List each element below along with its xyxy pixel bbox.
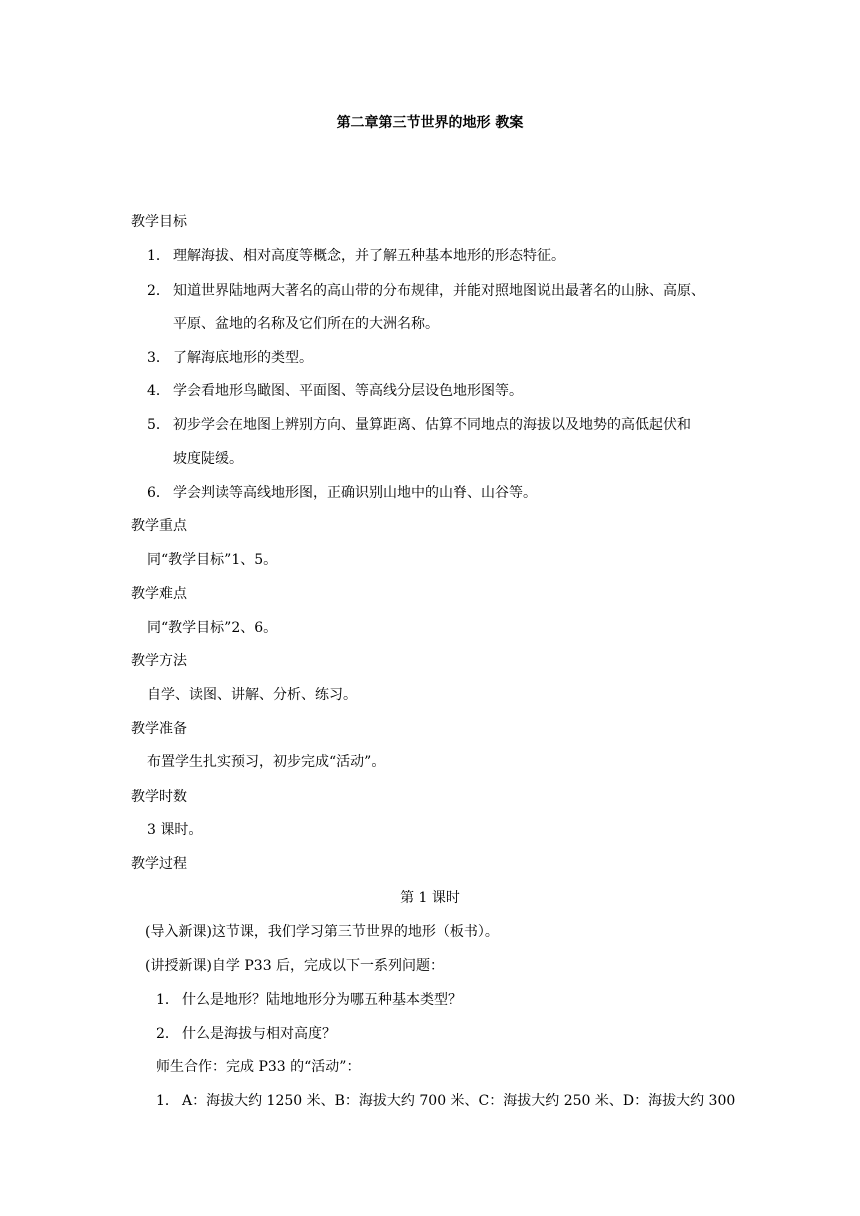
hours-text: 3 课时。: [147, 822, 203, 838]
hours-heading: 教学时数: [131, 789, 187, 805]
question-number: 2．: [156, 1026, 179, 1042]
objective-number: 2．: [147, 283, 170, 299]
teaching-paragraph: (讲授新课)自学 P33 后，完成以下一系列问题：: [145, 958, 445, 974]
objective-text: 了解海底地形的类型。: [173, 350, 313, 366]
objective-item-5: [147, 415, 691, 435]
cooperation-paragraph: 师生合作：完成 P33 的“活动”：: [156, 1059, 361, 1075]
objectives-heading: 教学目标: [131, 214, 187, 230]
objective-text: 理解海拔、相对高度等概念，并了解五种基本地形的形态特征。: [173, 248, 565, 264]
objective-text: 学会判读等高线地形图，正确识别山地中的山脊、山谷等。: [173, 485, 537, 501]
objective-text: 学会看地形鸟瞰图、平面图、等高线分层设色地形图等。: [173, 383, 523, 399]
preparation-heading: 教学准备: [131, 721, 187, 737]
key-points-heading: 教学重点: [131, 518, 187, 534]
key-points-text: 同“教学目标”1、5。: [147, 552, 278, 568]
preparation-text: 布置学生扎实预习，初步完成“活动”。: [147, 754, 386, 770]
objective-item-4: [147, 381, 523, 401]
objective-text: 知道世界陆地两大著名的高山带的分布规律，并能对照地图说出最著名的山脉、高原、: [173, 283, 705, 299]
process-heading: 教学过程: [131, 856, 187, 872]
answer-item-1: [156, 1091, 735, 1111]
objective-number: 1．: [147, 248, 170, 264]
difficulties-heading: 教学难点: [131, 586, 187, 602]
question-number: 1．: [156, 992, 179, 1008]
objective-text: 初步学会在地图上辨别方向、量算距离、估算不同地点的海拔以及地势的高低起伏和: [173, 417, 691, 433]
document-title: 第二章第三节世界的地形 教案: [336, 115, 524, 131]
objective-item-1: [147, 246, 565, 266]
objective-number: 4．: [147, 383, 170, 399]
question-text: 什么是地形？陆地地形分为哪五种基本类型？: [182, 992, 462, 1008]
objective-item-5-continuation: 坡度陡缓。: [173, 451, 243, 467]
methods-heading: 教学方法: [131, 653, 187, 669]
question-text: 什么是海拔与相对高度？: [182, 1026, 336, 1042]
objective-item-2: [147, 281, 705, 301]
objective-number: 3．: [147, 350, 170, 366]
objective-number: 5．: [147, 417, 170, 433]
intro-paragraph: (导入新课)这节课，我们学习第三节世界的地形（板书）。: [145, 924, 499, 940]
objective-item-6: [147, 483, 537, 503]
difficulties-text: 同“教学目标”2、6。: [147, 620, 278, 636]
question-item-1: [156, 990, 462, 1010]
objective-item-2-continuation: 平原、盆地的名称及它们所在的大洲名称。: [173, 316, 439, 332]
question-item-2: [156, 1024, 336, 1044]
objective-item-3: [147, 348, 313, 368]
answer-number: 1．: [156, 1093, 179, 1109]
objective-number: 6．: [147, 485, 170, 501]
answer-text: A：海拔大约 1250 米、B：海拔大约 700 米、C：海拔大约 250 米、D：海拔大约 300: [182, 1093, 736, 1109]
methods-text: 自学、读图、讲解、分析、练习。: [147, 687, 357, 703]
lesson-1-title: 第 1 课时: [400, 890, 460, 906]
